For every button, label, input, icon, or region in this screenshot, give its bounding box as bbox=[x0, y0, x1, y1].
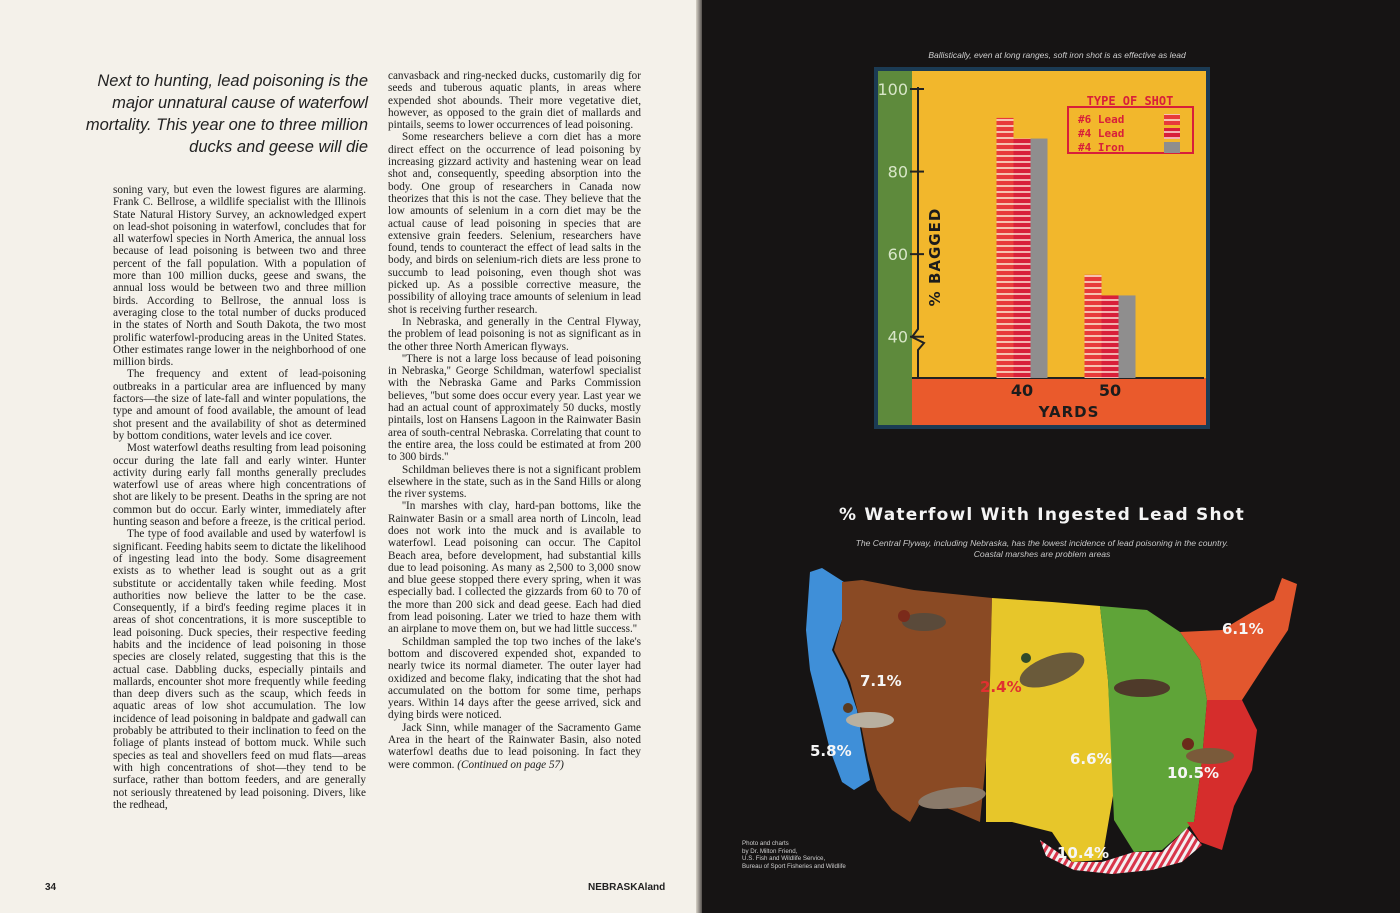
map-value-southeast: 10.5% bbox=[1167, 764, 1220, 782]
right-page bbox=[702, 0, 1400, 913]
duck-illustration bbox=[843, 703, 853, 713]
bar-6-lead-50 bbox=[1085, 275, 1102, 378]
paragraph: Most waterfowl deaths resulting from lead poisoning occur during the late fall and early winter. Hunter activity during early fall months generally precludes waterfowl use of areas where high concentrations of shot are likely to be present. Deaths in the spring are not common but do occur. Early winter, immediately after hunting season and before a freeze, is the critical period. bbox=[113, 442, 366, 529]
y-tick-label: 80 bbox=[887, 162, 908, 182]
duck-illustration bbox=[1182, 738, 1194, 750]
credit-line: U.S. Fish and Wildlife Service, bbox=[742, 855, 826, 863]
bar-4-lead-50 bbox=[1102, 295, 1119, 378]
magazine-name: NEBRASKAland bbox=[588, 882, 666, 893]
x-tick-label: 50 bbox=[1098, 381, 1122, 400]
bar-6-lead-40 bbox=[997, 118, 1014, 378]
bar-4-lead-40 bbox=[1014, 139, 1031, 378]
paragraph: The type of food available and used by waterfowl is significant. Feeding habits seem to dictate the likelihood of ingesting lead into the body. Some disagreement exists as to whether lead is sought out as a grit substitute or accidentally taken while feeding. Most authorities now believe the latter to be the case. Consequently, if a bird's feeding regime places it in areas of shot concentrations, it is more susceptible to lead poisoning. Duck species, their respective feeding habits and the incidence of lead poisoning in those species are closely related, suggesting that this is the actual case. Dabbling ducks, especially pintails and mallards, encounter shot more frequently while feeding than deep divers such as the scaup, which feeds in aquatic areas of low shot accumulation. The low incidence of lead poisoning in baldpate and gadwall can probably be attributed to their inclination to feed on the foliage of plants instead of bottom muck. While such species as teal and shovellers feed on mud flats—areas with high concentrations of shot—they tend to be surface, rather than bottom feeders, and are generally not seriously threatened by lead poisoning. Divers, like the redhead, bbox=[113, 528, 366, 811]
paragraph: soning vary, but even the lowest figures are alarming. Frank C. Bellrose, a wildlife specialist with the Illinois State Natural History Survey, an acknowledged expert on lead-shot poisoning in waterfowl, concludes that for all waterfowl species in North America, the annual loss because of lead poisoning is between two and three percent of the fall population. With a population of more than 100 million ducks, geese and swans, the annual loss would be between two and three million birds. According to Bellrose, the annual loss is averaging close to the total number of ducks produced in the states of North and South Dakota, the two most prolific waterfowl-producing areas in the United States. Other estimates range lower in the neighborhood of one million birds. bbox=[113, 184, 366, 369]
map-value-northeast: 6.1% bbox=[1222, 620, 1264, 638]
x-axis-label: YARDS bbox=[1038, 403, 1100, 421]
legend-swatch bbox=[1164, 128, 1180, 139]
map-value-central: 2.4% bbox=[980, 678, 1022, 696]
pull-quote: Next to hunting, lead poisoning is the major unnatural cause of waterfowl mortality. This year one to three million ducks and geese will die bbox=[85, 72, 368, 156]
text-column-1 bbox=[113, 184, 366, 811]
paragraph: ''There is not a large loss because of lead poisoning in Nebraska,'' George Schildman, waterfowl specialist with the Nebraska Game and Parks Commission believes, ''but some does occur every year. Last year we had an actual count of approximately 50 ducks, mostly pintails, lost on Hansens Lagoon in the Rainwater Basin area of south-central Nebraska. Correlating that count to the entire area, the loss could be estimated at from 200 to 300 birds.'' bbox=[388, 352, 641, 464]
legend-title: TYPE OF SHOT bbox=[1086, 94, 1174, 108]
duck-illustration bbox=[1114, 679, 1170, 697]
map-value-mississippi: 6.6% bbox=[1070, 750, 1112, 768]
y-axis-label: % BAGGED bbox=[926, 207, 944, 307]
map-value-pacific: 5.8% bbox=[810, 742, 852, 760]
flyway-map bbox=[802, 560, 1382, 880]
paragraph: ''In marshes with clay, hard-pan bottoms, like the Rainwater Basin or a small area north of Lincoln, lead does not work into the muck and is available to waterfowl. Lead poisoning can occur. The Capitol Beach area, before development, had substantial kills due to lead poisoning. As many as 2,500 to 3,000 snow and blue geese stopped there every spring, when it was especially bad. I collected the gizzards from 60 to 70 of the more than 200 sick and dead geese. Each had died from lead poisoning. Later we tried to haze them with an airplane to move them on, but we had little success.'' bbox=[388, 500, 641, 636]
y-tick-label: 60 bbox=[887, 245, 908, 265]
central-flyway-region bbox=[986, 598, 1114, 862]
paragraph: Some researchers believe a corn diet has a more direct effect on the occurrence of lead poisoning by increasing gizzard activity and hastening wear on lead shot and, consequently, speeding absorption into the body. One group of researchers in Canada now theorizes that this is not the case. They believe that the low amounts of selenium in a corn diet may be the actual cause of lead poisoning in species that are extensive grain feeders. Selenium, researchers have found, tends to counteract the effect of lead salts in the body, and birds on selenium-rich diets are less prone to succumb to lead poisoning, even though shot was picked up. As a possible corrective measure, the possibility of alloying trace amounts of selenium in lead shot is receiving further research. bbox=[388, 131, 641, 316]
paragraph: Schildman believes there is not a significant problem elsewhere in the state, such as in the Sand Hills or along the river systems. bbox=[388, 463, 641, 501]
paragraph-text: Jack Sinn, while manager of the Sacramento Game Area in the heart of the Rainwater Basin, also noted waterfowl deaths due to lead poisoning. In fact they were common. bbox=[388, 721, 641, 771]
legend-swatch bbox=[1164, 114, 1180, 125]
legend-label: #4 Lead bbox=[1078, 127, 1125, 140]
duck-illustration bbox=[898, 610, 910, 622]
paragraph: In Nebraska, and generally in the Central Flyway, the problem of lead poisoning is not as significant as in the other three North American flyways. bbox=[388, 315, 641, 353]
map-value-west: 7.1% bbox=[860, 672, 902, 690]
page-number: 34 bbox=[45, 882, 57, 893]
credit-line: Bureau of Sport Fisheries and Wildlife bbox=[742, 862, 846, 870]
map-title: % Waterfowl With Ingested Lead Shot bbox=[839, 505, 1245, 525]
x-tick-label: 40 bbox=[1010, 381, 1034, 400]
photo-credit bbox=[742, 840, 942, 870]
legend-label: #6 Lead bbox=[1078, 113, 1125, 126]
map-subtitle: The Central Flyway, including Nebraska, has the lowest incidence of lead poisoning in the country. Coastal marshes are problem areas bbox=[855, 538, 1229, 559]
paragraph: canvasback and ring-necked ducks, customarily dig for seeds and tuberous aquatic plants, in areas where expended shot abounds. Their more vegetative diet, however, as opposed to the grain diet of mallards and pintails, seems to lower occurrences of lead poisoning. bbox=[388, 70, 641, 132]
map-value-gulf: 10.4% bbox=[1057, 844, 1110, 862]
y-tick-label: 100 bbox=[877, 80, 908, 99]
continued-note: (Continued on page 57) bbox=[457, 758, 564, 771]
credit-line: by Dr. Milton Friend, bbox=[742, 847, 798, 855]
bar-4-iron-50 bbox=[1119, 295, 1136, 378]
duck-illustration bbox=[846, 712, 894, 728]
duck-illustration bbox=[1186, 748, 1234, 764]
paragraph bbox=[388, 722, 641, 771]
bar-4-iron-40 bbox=[1031, 139, 1048, 378]
paragraph: Schildman sampled the top two inches of the lake's bottom and discovered expended shot, expanded to nearly twice its normal diameter. The outer layer had oxidized and become flaky, indicating that the shot had accumulated on the bottom for some time, perhaps years. Within 14 days after the geese arrived, sick and dying birds were noticed. bbox=[388, 635, 641, 722]
legend-swatch bbox=[1164, 142, 1180, 153]
credit-line: Photo and charts bbox=[742, 840, 789, 847]
text-column-2 bbox=[388, 70, 641, 771]
paragraph: The frequency and extent of lead-poisoning outbreaks in a particular area are influenced by many factors—the size of late-fall and winter populations, the type and amount of food available, the amount of lead shot present and the availability of shot as determined by bottom conditions, water levels and ice cover. bbox=[113, 368, 366, 442]
legend-label: #4 Iron bbox=[1078, 141, 1125, 154]
y-tick-label: 40 bbox=[887, 327, 908, 347]
duck-illustration bbox=[1021, 653, 1031, 663]
bar-chart bbox=[874, 67, 1210, 429]
chart-caption: Ballistically, even at long ranges, soft iron shot is as effective as lead bbox=[928, 50, 1186, 60]
